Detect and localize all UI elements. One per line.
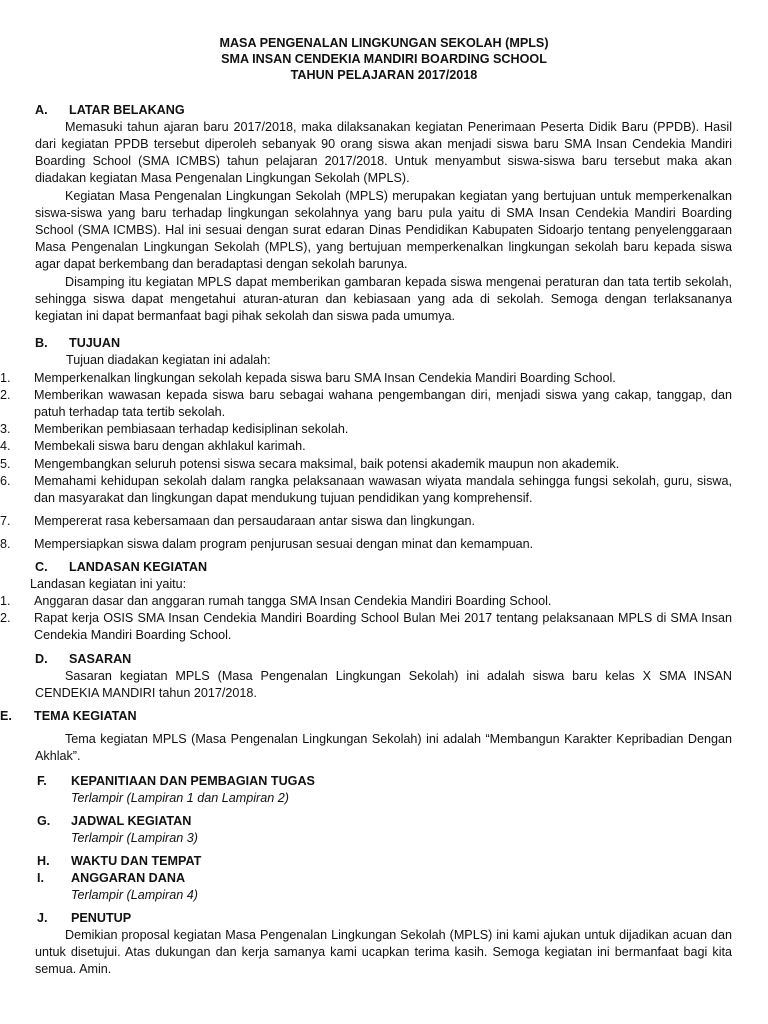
section-e-heading [0, 708, 137, 725]
section-f-heading [37, 773, 315, 790]
section-letter: J. [37, 911, 48, 925]
section-a-paragraph-2: Kegiatan Masa Pengenalan Lingkungan Sekolah (MPLS) merupakan kegiatan yang bertujuan untuk memperkenalkan siswa-siswa yang baru terhadap lingkungan sekolahnya yang baru pula yaitu di SMA Insan Cendekia Mandiri Boarding School (SMA ICMBS). Hal ini sesuai dengan surat edaran Dinas Pendidikan Kabupaten Sidoarjo tentang penyelenggaraan Masa Pengenalan Lingkungan Sekolah (MPLS), yang bertujuan memperkenalkan lingkungan sekolah baru kepada siswa agar dapat berkembang dan beradaptasi dengan sekolah barunya. [35, 189, 732, 271]
section-b-intro: Tujuan diadakan kegiatan ini adalah: [66, 353, 271, 367]
section-title: WAKTU DAN TEMPAT [71, 854, 202, 868]
section-letter: B. [35, 336, 48, 350]
section-g-heading [37, 813, 191, 830]
document-page: MASA PENGENALAN LINGKUNGAN SEKOLAH (MPLS) SMA INSAN CENDEKIA MANDIRI BOARDING SCHOOL TAHUN PELAJARAN 2017/2018 A. LATAR BELAKANG Memasuki tahun ajaran baru 2017/2018, maka dilaksanakan kegiatan Penerimaan Peserta Didik Baru (PPDB). Hasil dari kegiatan PPDB tersebut diperoleh sebanyak 90 orang siswa akan menjadi siswa baru SMA Insan Cendekia Mandiri Boarding School (SMA ICMBS) tahun pelajaran 2017/2018. Untuk menyambut siswa-siswa baru tersebut maka akan diadakan kegiatan Masa Pengenalan Lingkungan Sekolah (MPLS). Kegiatan Masa Pengenalan Lingkungan Sekolah (MPLS) merupakan kegiatan yang bertujuan untuk memperkenalkan siswa-siswa yang baru terhadap lingkungan sekolahnya yang baru pula yaitu di SMA Insan Cendekia Mandiri Boarding School (SMA ICMBS). Hal ini sesuai dengan surat edaran Dinas Pendidikan Kabupaten Sidoarjo tentang penyelenggaraan Masa Pengenalan Lingkungan Sekolah (MPLS), yang bertujuan memperkenalkan lingkungan sekolah baru kepada siswa agar dapat berkembang dan beradaptasi dengan sekolah barunya. Disamping itu kegiatan MPLS dapat memberikan gambaran kepada siswa mengenai peraturan dan tata tertib sekolah, sehingga siswa dapat mengetahui aturan-aturan dan kebiasaan yang ada di sekolah. Semoga dengan terlaksananya kegiatan ini dapat bermanfaat bagi pihak sekolah dan siswa pada umumya. B. TUJUAN Tujuan diadakan kegiatan ini adalah: 1. Memperkenalkan lingkungan sekolah kepada siswa baru SMA Insan Cendekia Mandiri Boarding School. 2. Memberikan wawasan kepada siswa baru sebagai wahana pengembangan diri, menjadi siswa yang cakap, tanggap, dan patuh terhadap tata tertib sekolah. 3. Memberikan pembiasaan terhadap kedisiplinan sekolah. 4. Membekali siswa baru dengan akhlakul karimah. 5. Mengembangkan seluruh potensi siswa secara maksimal, baik potensi akademik maupun non akademik. 6. Memahami kehidupan sekolah dalam rangka pelaksanaan wawasan wiyata mandala sehingga fungsi sekolah, guru, siswa, dan masyarakat dan lingkungan dapat mendukung tujuan pendidikan yang komprehensif. 7. Mempererat rasa kebersamaan dan persaudaraan antar siswa dan lingkungan. 8. Mempersiapkan siswa dalam program penjurusan sesuai dengan minat dan kemampuan. C. LANDASAN KEGIATAN Landasan kegiatan ini yaitu: 1. Anggaran dasar dan anggaran rumah tangga SMA Insan Cendekia Mandiri Boarding School. 2. Rapat kerja OSIS SMA Insan Cendekia Mandiri Boarding School Bulan Mei 2017 tentang pelaksanaan MPLS di SMA Insan Cendekia Mandiri Boarding School. D. SASARAN Sasaran kegiatan MPLS (Masa Pengenalan Lingkungan Sekolah) ini adalah siswa baru kelas X SMA INSAN CENDEKIA MANDIRI tahun 2017/2018. E. TEMA KEGIATAN Tema kegiatan MPLS (Masa Pengenalan Lingkungan Sekolah) ini adalah “Membangun Karakter Kepribadian Dengan Akhlak”. F. KEPANITIAAN DAN PEMBAGIAN TUGAS Terlampir (Lampiran 1 dan Lampiran 2) G. JADWAL KEGIATAN Terlampir (Lampiran 3) H. WAKTU DAN TEMPAT I. ANGGARAN DANA Terlampir (Lampiran 4) J. PENUTUP Demikian proposal kegiatan Masa Pengenalan Lingkungan Sekolah (MPLS) ini kami ajukan untuk dijadikan acuan dan untuk disetujui. Atas dukungan dan kerja samanya kami ucapkan terima kasih. Semoga kegiatan ini bermanfaat bagi kita semua. Amin. [0, 0, 768, 1024]
section-a-paragraph-1: Memasuki tahun ajaran baru 2017/2018, maka dilaksanakan kegiatan Penerimaan Peserta Didik Baru (PPDB). Hasil dari kegiatan PPDB tersebut diperoleh sebanyak 90 orang siswa akan menjadi siswa baru SMA Insan Cendekia Mandiri Boarding School (SMA ICMBS) tahun pelajaran 2017/2018. Untuk menyambut siswa-siswa baru tersebut maka akan diadakan kegiatan Masa Pengenalan Lingkungan Sekolah (MPLS). [35, 120, 732, 185]
section-title: PENUTUP [71, 911, 132, 925]
section-title: TUJUAN [69, 336, 121, 350]
section-i-heading [37, 870, 185, 887]
section-d-heading [35, 651, 131, 668]
section-letter: F. [37, 774, 47, 788]
section-c-heading [35, 559, 207, 576]
section-j-heading [37, 910, 131, 927]
section-letter: I. [37, 871, 44, 885]
section-letter: E. [0, 709, 12, 723]
section-title: JADWAL KEGIATAN [71, 814, 192, 828]
section-title: TEMA KEGIATAN [34, 709, 137, 723]
section-a-heading [35, 102, 185, 119]
section-letter: G. [37, 814, 51, 828]
document-header [0, 35, 768, 83]
section-h-heading [37, 853, 201, 870]
section-i-note: Terlampir (Lampiran 4) [71, 888, 198, 902]
section-title: LATAR BELAKANG [69, 103, 185, 117]
section-title: ANGGARAN DANA [71, 871, 186, 885]
section-title: LANDASAN KEGIATAN [69, 560, 208, 574]
section-letter: A. [35, 103, 48, 117]
section-letter: D. [35, 652, 48, 666]
header-line-1: MASA PENGENALAN LINGKUNGAN SEKOLAH (MPLS) [219, 36, 549, 50]
header-line-3: TAHUN PELAJARAN 2017/2018 [290, 68, 478, 82]
header-line-2: SMA INSAN CENDEKIA MANDIRI BOARDING SCHOOL [221, 52, 547, 66]
section-c-intro: Landasan kegiatan ini yaitu: [30, 577, 187, 591]
section-letter: H. [37, 854, 50, 868]
section-title: KEPANITIAAN DAN PEMBAGIAN TUGAS [71, 774, 315, 788]
section-d-paragraph: Sasaran kegiatan MPLS (Masa Pengenalan Lingkungan Sekolah) ini adalah siswa baru kelas X SMA INSAN CENDEKIA MANDIRI tahun 2017/2018. [35, 669, 732, 700]
section-j-paragraph: Demikian proposal kegiatan Masa Pengenalan Lingkungan Sekolah (MPLS) ini kami ajukan untuk dijadikan acuan dan untuk disetujui. Atas dukungan dan kerja samanya kami ucapkan terima kasih. Semoga kegiatan ini bermanfaat bagi kita semua. Amin. [35, 928, 732, 976]
section-b-heading [35, 335, 120, 352]
section-title: SASARAN [69, 652, 132, 666]
section-letter: C. [35, 560, 48, 574]
section-g-note: Terlampir (Lampiran 3) [71, 831, 198, 845]
section-f-note: Terlampir (Lampiran 1 dan Lampiran 2) [71, 791, 289, 805]
section-e-paragraph: Tema kegiatan MPLS (Masa Pengenalan Lingkungan Sekolah) ini adalah “Membangun Karakter Kepribadian Dengan Akhlak”. [35, 732, 732, 763]
section-a-paragraph-3: Disamping itu kegiatan MPLS dapat memberikan gambaran kepada siswa mengenai peraturan dan tata tertib sekolah, sehingga siswa dapat mengetahui aturan-aturan dan kebiasaan yang ada di sekolah. Semoga dengan terlaksananya kegiatan ini dapat bermanfaat bagi pihak sekolah dan siswa pada umumya. [35, 275, 732, 323]
